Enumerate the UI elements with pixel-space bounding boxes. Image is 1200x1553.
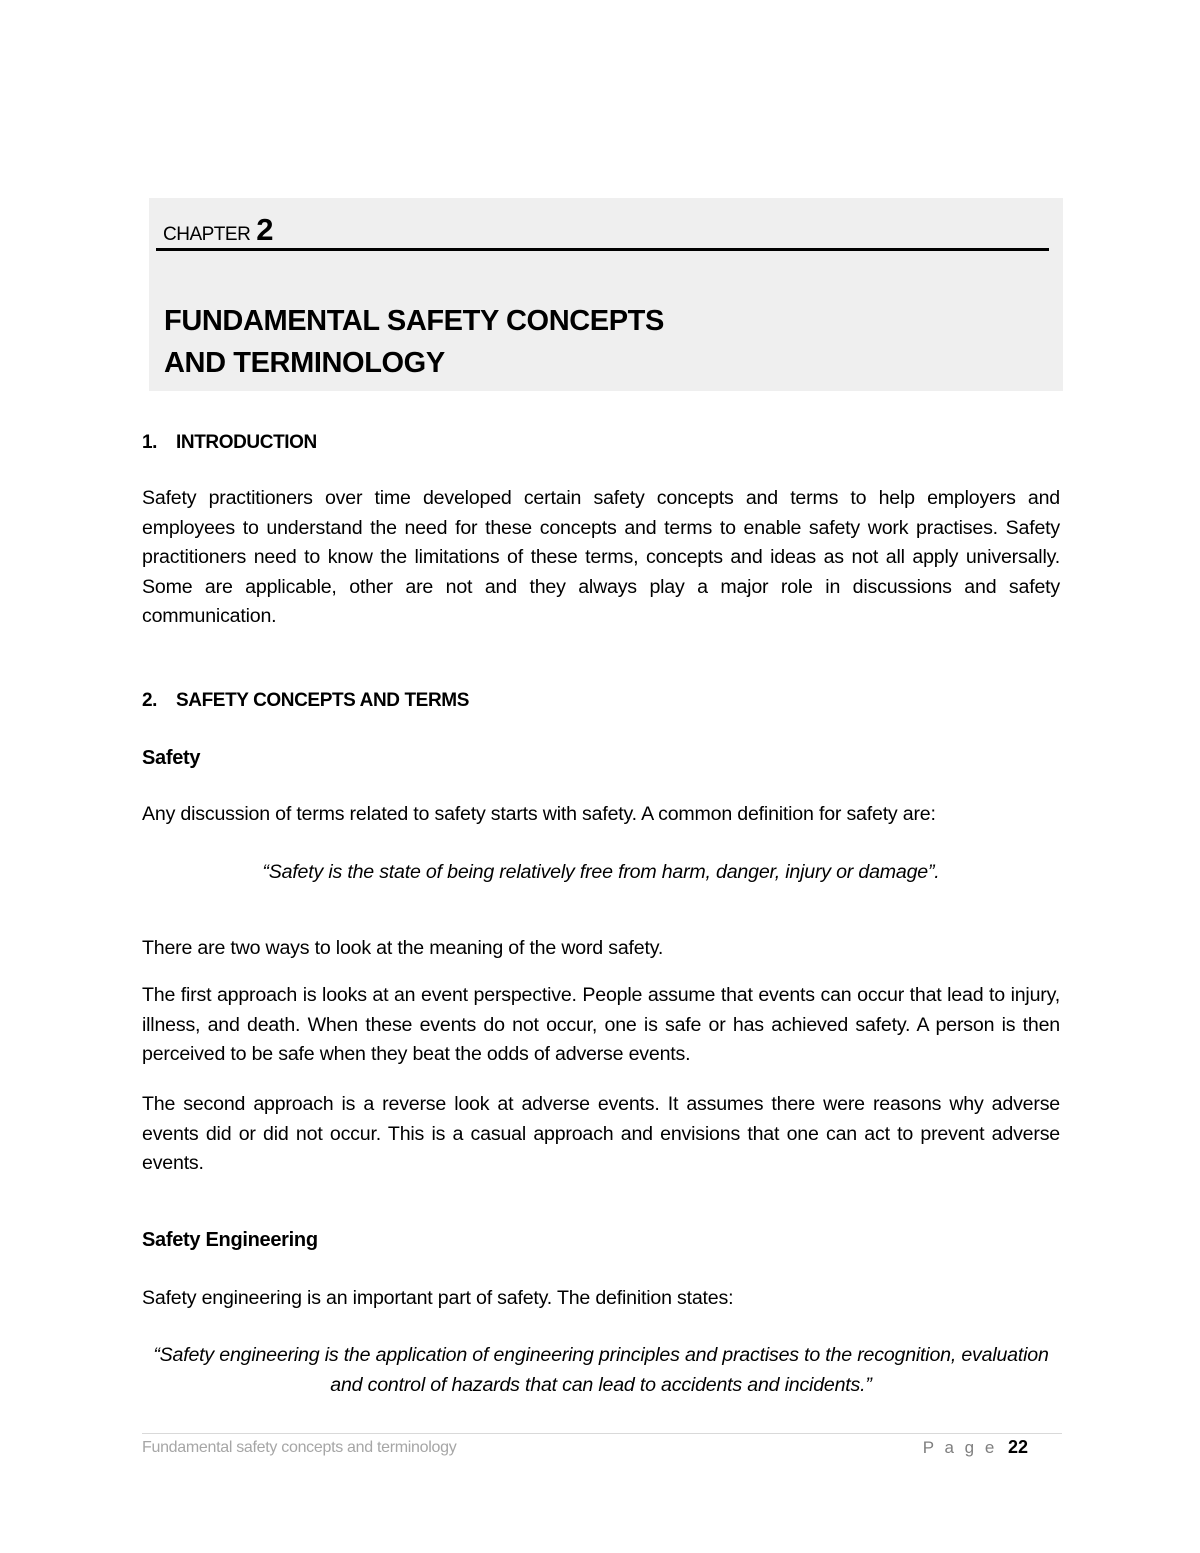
first-approach-paragraph: The first approach is looks at an event perspective. People assume that events can occur that lead to injury, illness, and death. When these events do not occur, one is safe or has achieved safety. A person is then perceived to be safe when they beat the odds of adverse events. — [142, 984, 1060, 1065]
chapter-divider — [156, 248, 1049, 251]
footer-divider — [142, 1433, 1062, 1434]
section-number: 1. — [142, 432, 158, 453]
second-approach-paragraph: The second approach is a reverse look at adverse events. It assumes there were reasons why adverse events did or did not occur. This is a casual approach and envisions that one can act to prevent adverse events. — [142, 1093, 1060, 1174]
section-number: 2. — [142, 690, 158, 711]
safety-intro-paragraph: Any discussion of terms related to safety starts with safety. A common definition for safety are: — [142, 803, 936, 825]
section-title: SAFETY CONCEPTS AND TERMS — [176, 690, 469, 711]
chapter-title-line-1: FUNDAMENTAL SAFETY CONCEPTS — [164, 305, 664, 337]
safety-definition-quote: “Safety is the state of being relatively free from harm, danger, injury or damage”. — [262, 861, 940, 883]
footer-document-title: Fundamental safety concepts and terminology — [142, 1439, 457, 1456]
chapter-title — [164, 300, 664, 384]
subheading-safety-engineering: Safety Engineering — [142, 1229, 318, 1251]
safety-engineering-definition-quote: “Safety engineering is the application of engineering principles and practises to the recognition, evaluation and control of hazards that can lead to accidents and incidents.” — [153, 1344, 1049, 1396]
safety-engineering-intro-paragraph: Safety engineering is an important part of safety. The definition states: — [142, 1287, 734, 1309]
page-word: P a g e — [922, 1438, 998, 1457]
section-heading-introduction — [142, 428, 317, 458]
two-ways-paragraph: There are two ways to look at the meaning of the word safety. — [142, 937, 664, 959]
chapter-title-line-2: AND TERMINOLOGY — [164, 347, 445, 379]
chapter-label — [163, 214, 273, 245]
chapter-number: 2 — [256, 212, 274, 247]
page-number: 22 — [1007, 1437, 1028, 1457]
footer-page-number — [923, 1437, 1028, 1458]
introduction-paragraph: Safety practitioners over time developed certain safety concepts and terms to help employers and employees to understand the need for these concepts and terms to enable safety work practises. Safety practitioners need to know the limitations of these terms, concepts and ideas as not all apply universally. Some are applicable, other are not and they always play a major role in discussions and safety communication. — [142, 487, 1060, 627]
chapter-word: CHAPTER — [163, 224, 251, 245]
subheading-safety: Safety — [142, 747, 201, 769]
section-title: INTRODUCTION — [176, 432, 317, 453]
section-heading-safety-concepts — [142, 686, 469, 716]
